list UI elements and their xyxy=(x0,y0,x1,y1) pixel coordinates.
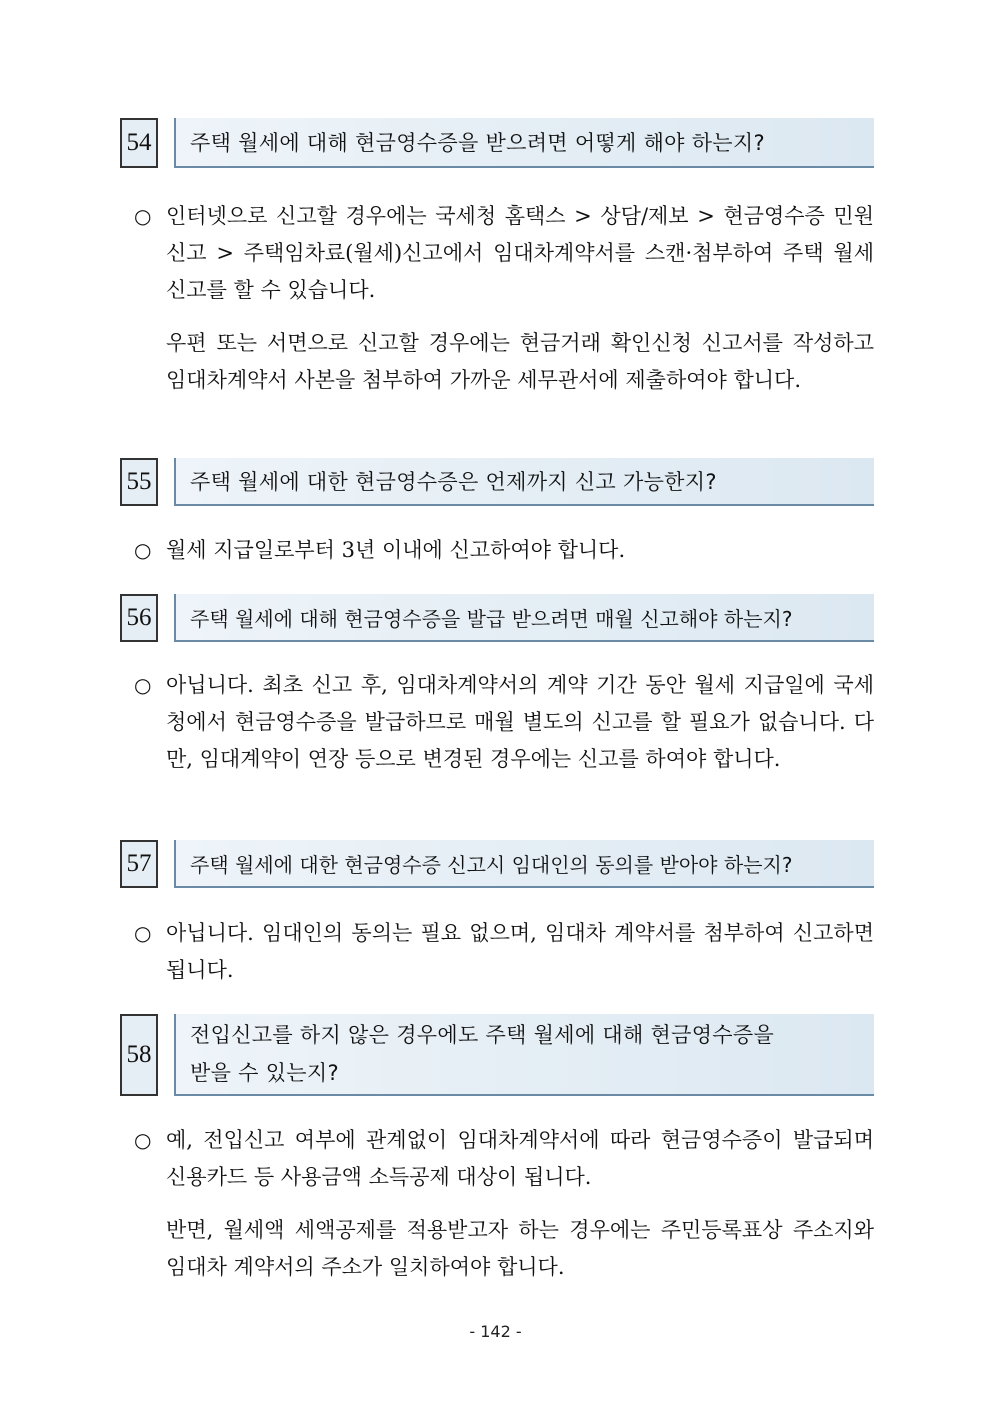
qa-item-56 xyxy=(120,594,874,778)
answer xyxy=(134,1122,874,1286)
question-box xyxy=(174,840,874,888)
answer-paragraph xyxy=(134,1212,874,1286)
answer xyxy=(134,667,874,778)
question-header xyxy=(120,1014,874,1096)
qa-item-57 xyxy=(120,840,874,989)
question-header xyxy=(120,458,874,506)
answer-text: 우편 또는 서면으로 신고할 경우에는 현금거래 확인신청 신고서를 작성하고 임대차계약서 사본을 첨부하여 가까운 세무관서에 제출하여야 합니다. xyxy=(166,331,874,392)
answer-text: 반면, 월세액 세액공제를 적용받고자 하는 경우에는 주민등록표상 주소지와 임대차 계약서의 주소가 일치하여야 합니다. xyxy=(166,1218,874,1279)
answer-paragraph xyxy=(134,532,874,569)
question-header xyxy=(120,594,874,642)
answer xyxy=(134,198,874,399)
question-number: 57 xyxy=(120,840,158,888)
answer-paragraph xyxy=(134,915,874,989)
answer xyxy=(134,532,874,569)
answer-text: 아닙니다. 최초 신고 후, 임대차계약서의 계약 기간 동안 월세 지급일에 국세청에서 현금영수증을 발급하므로 매월 별도의 신고를 할 필요가 없습니다. 다만, 임대계약이 연장 등으로 변경된 경우에는 신고를 하여야 합니다. xyxy=(166,673,874,771)
answer-text: 월세 지급일로부터 3년 이내에 신고하여야 합니다. xyxy=(166,538,626,562)
bullet-circle-icon: ○ xyxy=(134,204,152,228)
question-text: 주택 월세에 대해 현금영수증을 발급 받으려면 매월 신고해야 하는지? xyxy=(190,606,793,631)
answer-paragraph xyxy=(134,198,874,309)
bullet-circle-icon: ○ xyxy=(134,673,152,697)
answer xyxy=(134,915,874,989)
bullet-circle-icon: ○ xyxy=(134,538,152,562)
answer-paragraph xyxy=(134,667,874,778)
question-box xyxy=(174,1014,874,1096)
question-line: 받을 수 있는지? xyxy=(190,1061,339,1085)
question-number: 58 xyxy=(120,1014,158,1096)
question-text xyxy=(190,1016,774,1092)
answer-text: 아닙니다. 임대인의 동의는 필요 없으며, 임대차 계약서를 첨부하여 신고하면 됩니다. xyxy=(166,921,874,982)
answer-paragraph xyxy=(134,325,874,399)
qa-item-55 xyxy=(120,458,874,569)
bullet-circle-icon: ○ xyxy=(134,1128,152,1152)
answer-text: 인터넷으로 신고할 경우에는 국세청 홈택스 > 상담/제보 > 현금영수증 민원신고 > 주택임차료(월세)신고에서 임대차계약서를 스캔·첨부하여 주택 월세 신고를 할 수 있습니다. xyxy=(166,204,874,302)
question-text: 주택 월세에 대해 현금영수증을 받으려면 어떻게 해야 하는지? xyxy=(190,131,765,155)
answer-paragraph xyxy=(134,1122,874,1196)
question-header xyxy=(120,840,874,888)
question-box xyxy=(174,594,874,642)
question-box xyxy=(174,118,874,168)
qa-item-54 xyxy=(120,118,874,399)
qa-item-58 xyxy=(120,1014,874,1286)
question-box xyxy=(174,458,874,506)
question-line: 전입신고를 하지 않은 경우에도 주택 월세에 대해 현금영수증을 xyxy=(190,1023,775,1047)
question-text: 주택 월세에 대한 현금영수증 신고시 임대인의 동의를 받아야 하는지? xyxy=(190,852,793,877)
question-text: 주택 월세에 대한 현금영수증은 언제까지 신고 가능한지? xyxy=(190,470,717,494)
bullet-circle-icon: ○ xyxy=(134,921,152,945)
question-number: 55 xyxy=(120,458,158,506)
page-number: - 142 - xyxy=(469,1322,522,1341)
answer-text: 예, 전입신고 여부에 관계없이 임대차계약서에 따라 현금영수증이 발급되며 신용카드 등 사용금액 소득공제 대상이 됩니다. xyxy=(166,1128,874,1189)
question-number: 54 xyxy=(120,118,158,168)
question-header xyxy=(120,118,874,168)
question-number: 56 xyxy=(120,594,158,642)
